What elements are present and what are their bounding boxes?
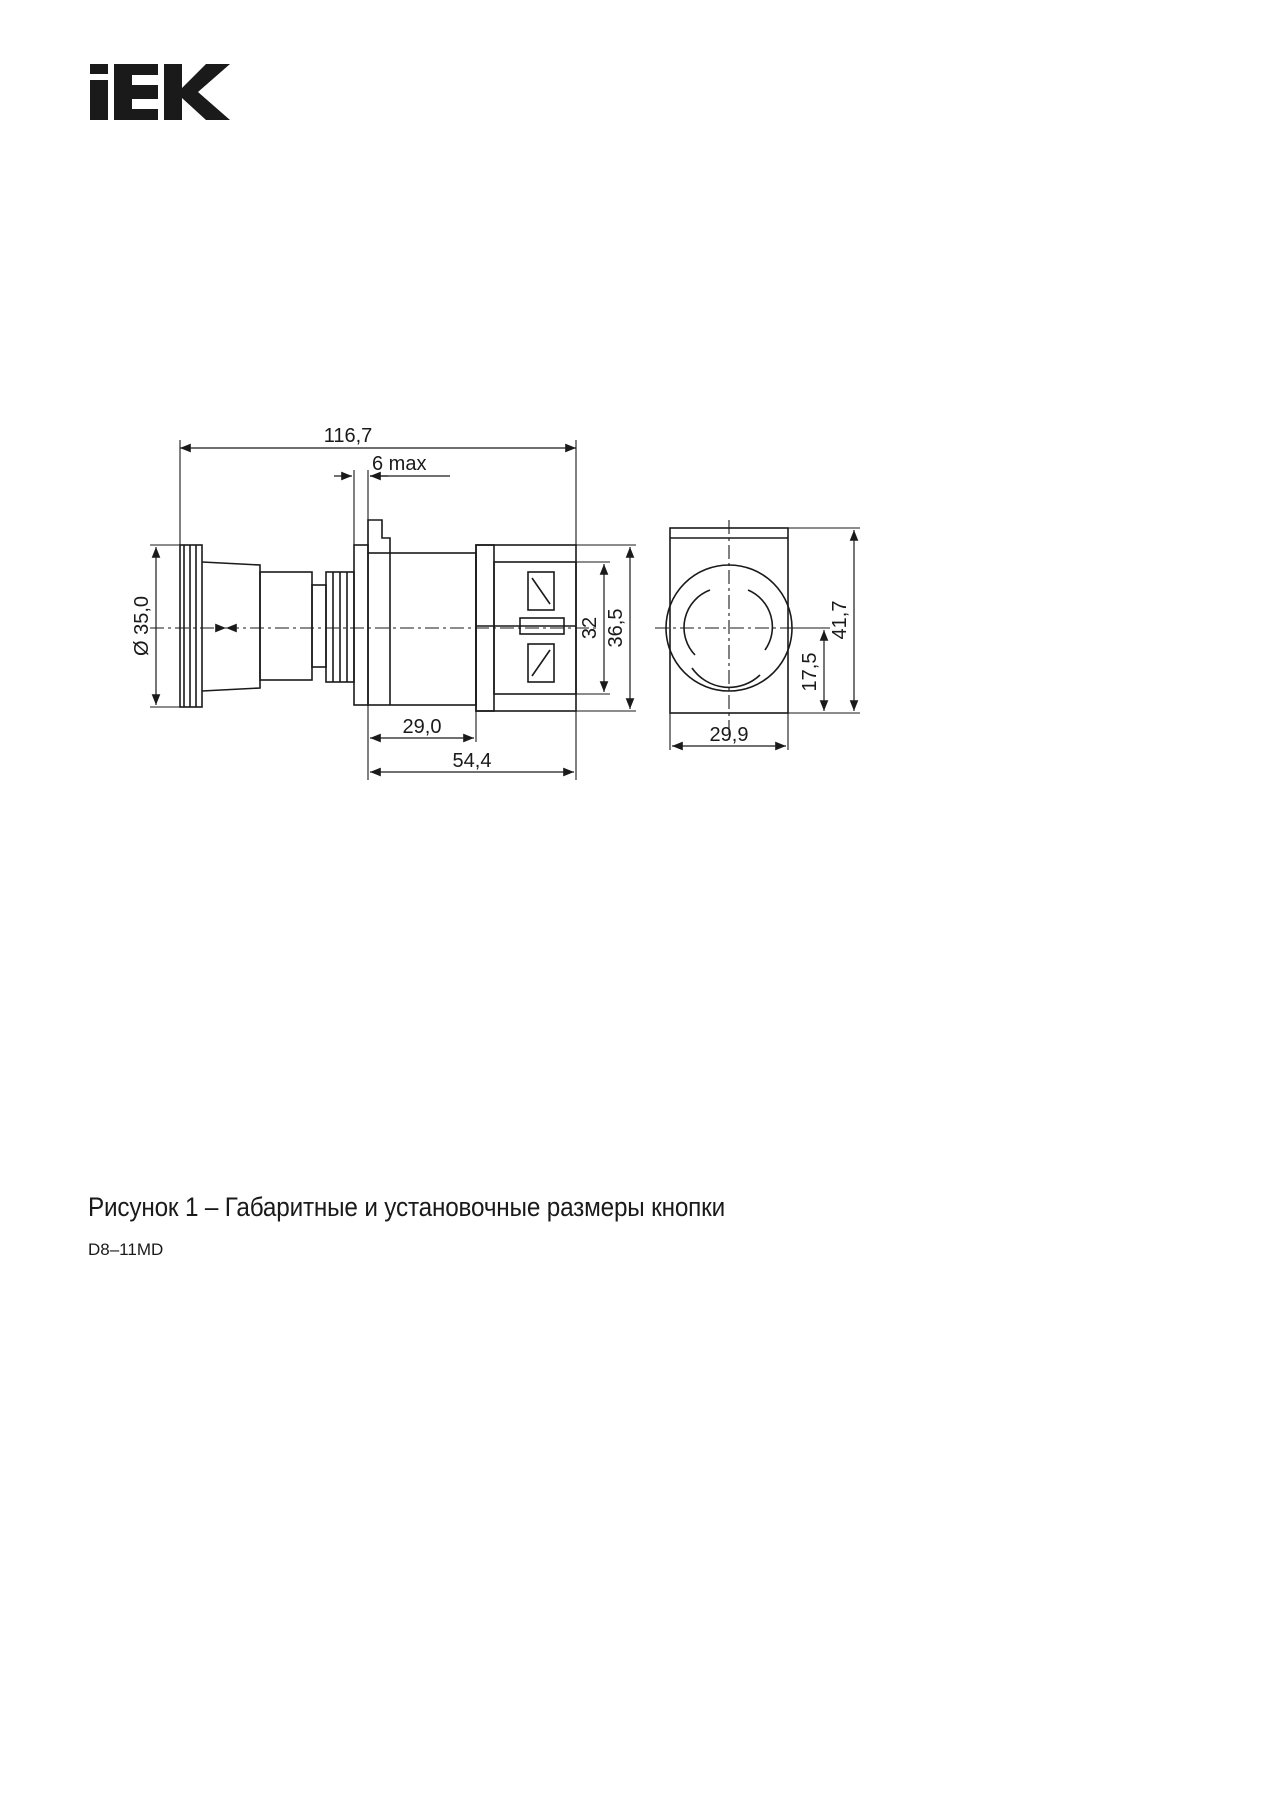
dim-front-height: 41,7 [829, 600, 851, 640]
iek-logo [90, 64, 230, 120]
figure-caption: Рисунок 1 – Габаритные и установочные размеры кнопки [88, 1192, 725, 1222]
dim-total-length: 116,7 [323, 425, 373, 447]
dim-panel-thickness: 6 max [372, 453, 427, 475]
dim-front-width: 29,9 [709, 724, 749, 746]
dim-height-36-5: 36,5 [605, 608, 627, 648]
dimension-drawing [120, 425, 920, 790]
dim-depth-29-0: 29,0 [402, 716, 442, 738]
model-number: D8–11MD [88, 1240, 164, 1259]
dim-front-half: 17,5 [799, 652, 821, 692]
dim-height-32: 32 [579, 616, 601, 640]
dim-depth-54-4: 54,4 [452, 750, 492, 772]
dim-diameter: Ø 35,0 [131, 595, 153, 657]
